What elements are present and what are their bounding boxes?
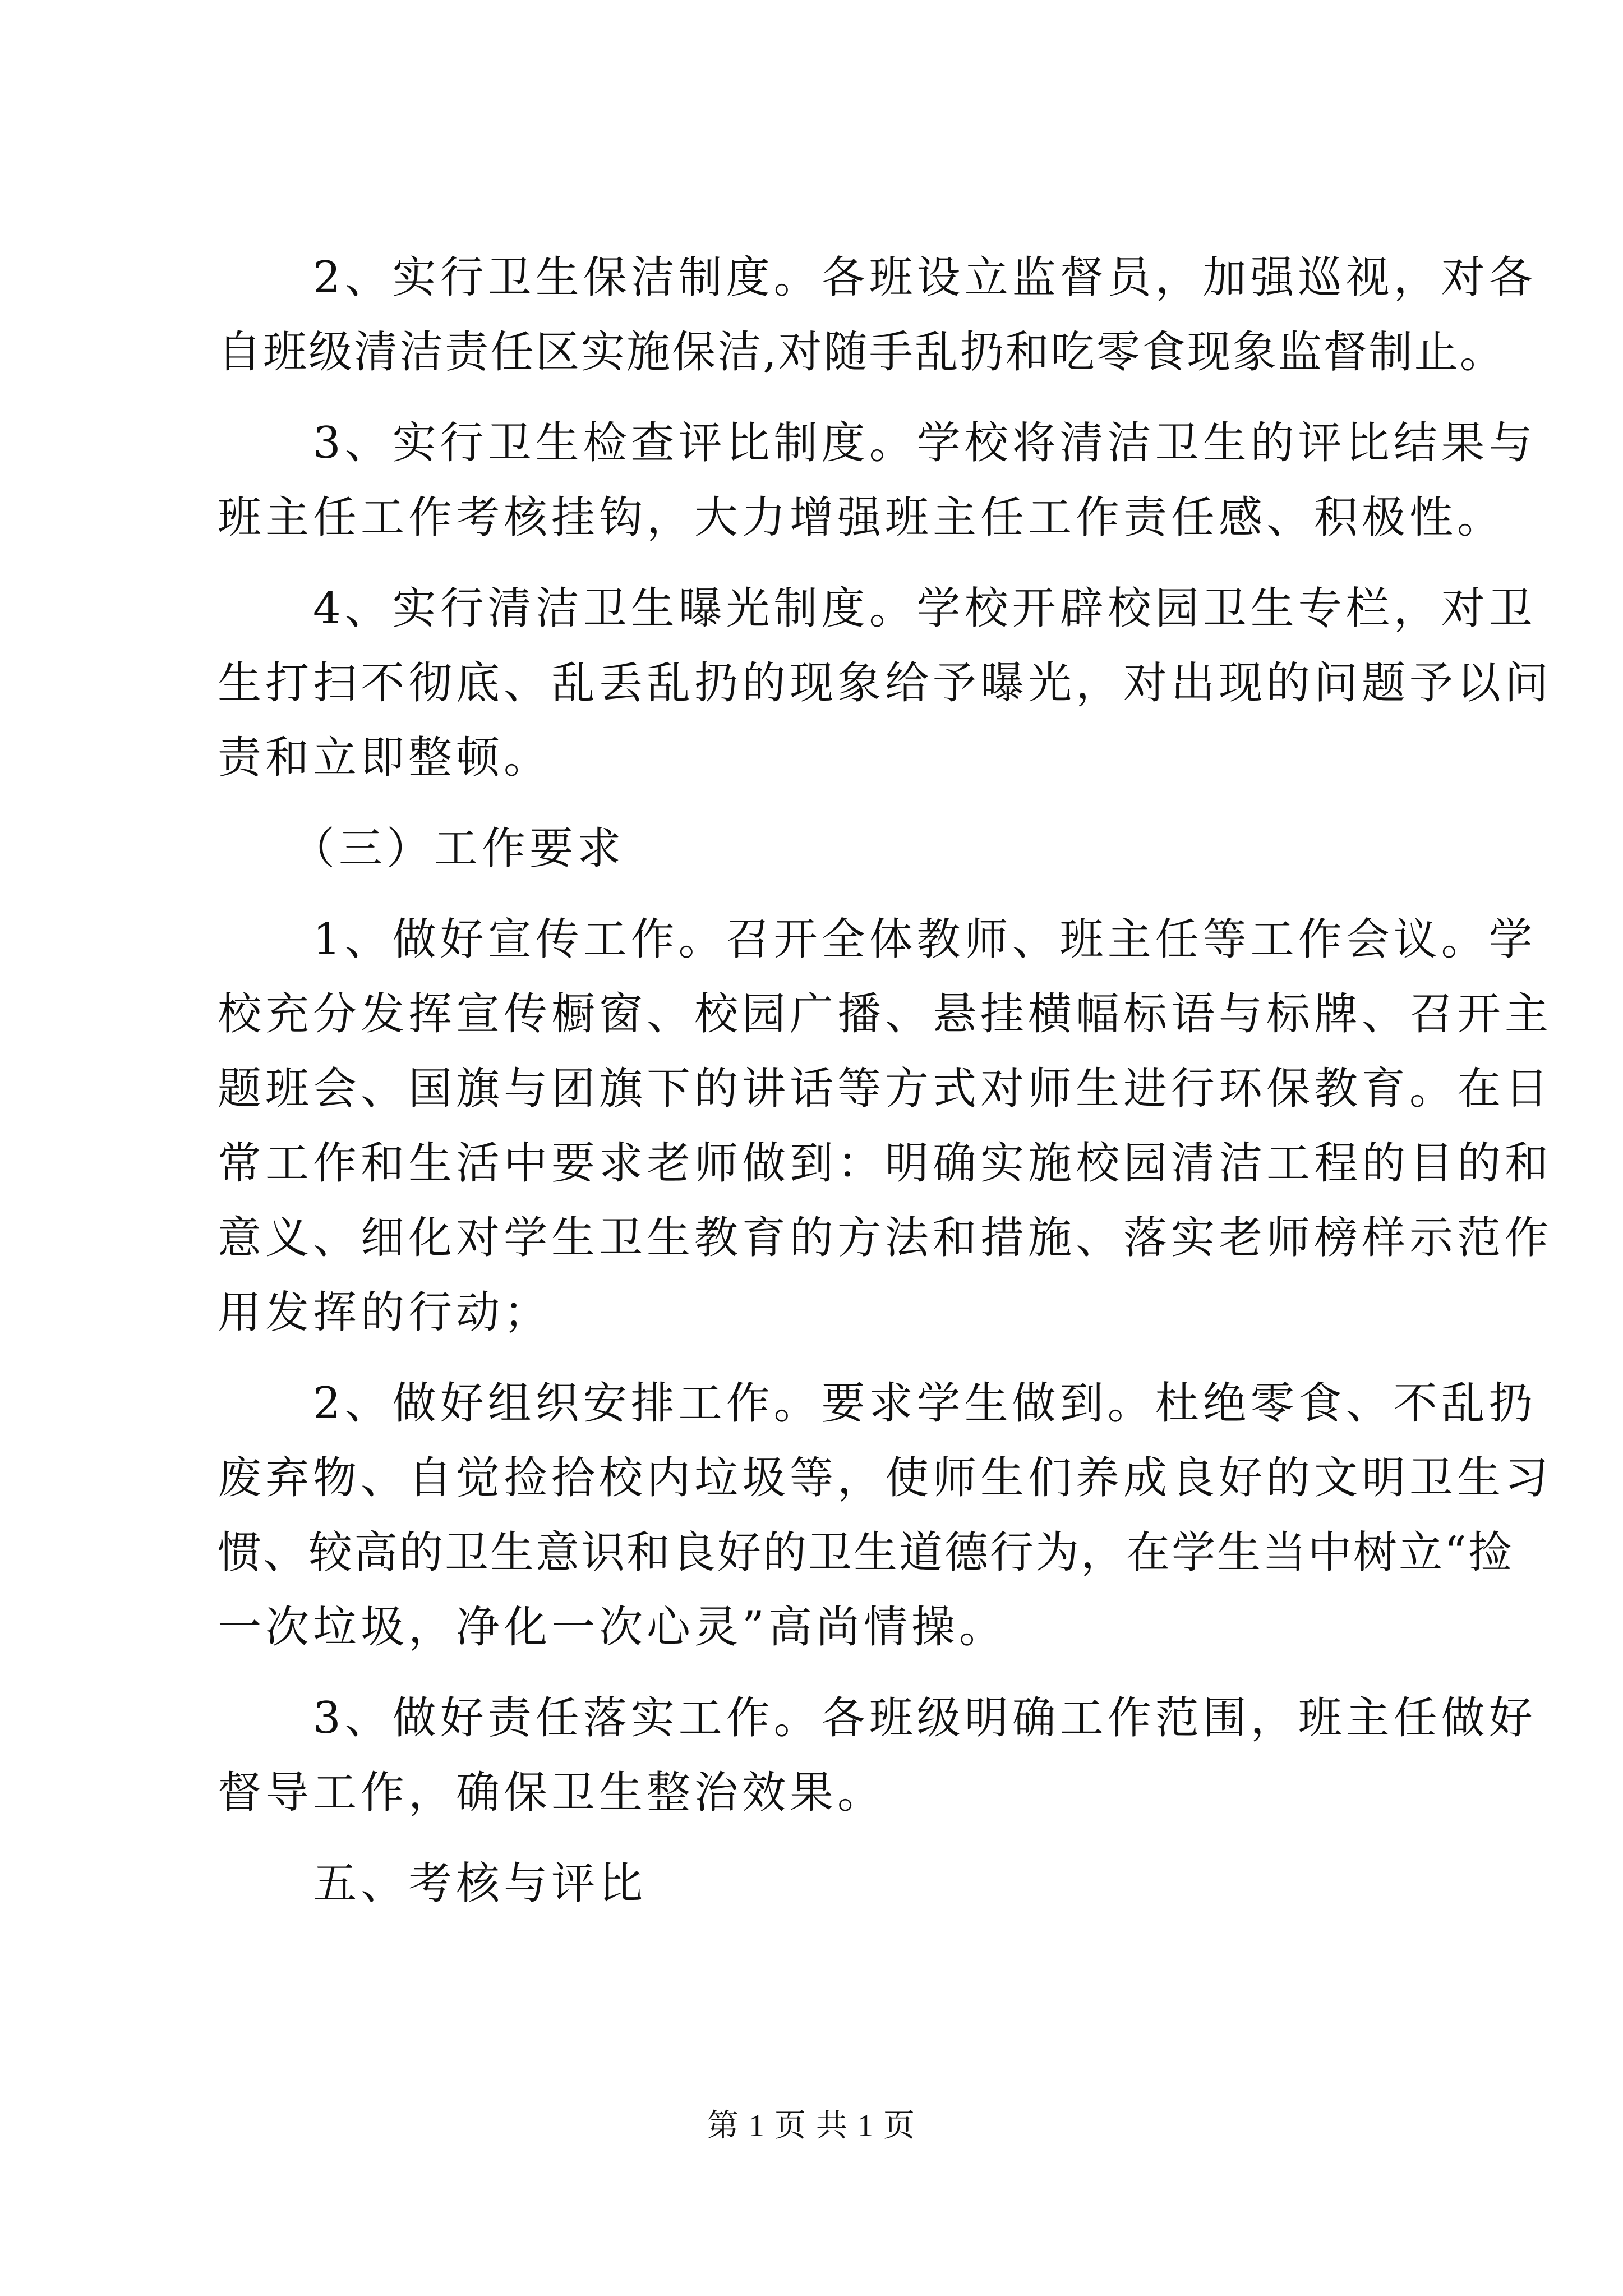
text-line: 用发挥的行动； — [218, 1287, 552, 1338]
text-line: 责和立即整顿。 — [218, 733, 552, 783]
text-line: 督导工作，确保卫生整治效果。 — [218, 1768, 886, 1818]
section-heading: 五、考核与评比 — [218, 1858, 647, 1909]
text-line: 4、实行清洁卫生曝光制度。学校开辟校园卫生专栏，对卫 — [218, 583, 1537, 634]
text-line: 常工作和生活中要求老师做到：明确实施校园清洁工程的目的和 — [218, 1138, 1553, 1189]
text-line: 3、实行卫生检查评比制度。学校将清洁卫生的评比结果与 — [218, 418, 1537, 468]
text-line: 班主任工作考核挂钩，大力增强班主任工作责任感、积极性。 — [218, 493, 1505, 543]
text-line: 校充分发挥宣传橱窗、校园广播、悬挂横幅标语与标牌、召开主 — [218, 989, 1553, 1039]
section-heading: （三）工作要求 — [218, 823, 625, 874]
text-line: 废弃物、自觉捡拾校内垃圾等，使师生们养成良好的文明卫生习 — [218, 1453, 1553, 1503]
text-line: 3、做好责任落实工作。各班级明确工作范围，班主任做好 — [218, 1693, 1537, 1743]
text-line: 自班级清洁责任区实施保洁,对随手乱扔和吃零食现象监督制止。 — [218, 327, 1505, 378]
page-number-footer: 第 1 页 共 1 页 — [707, 2109, 916, 2143]
text-line: 惯、较高的卫生意识和良好的卫生道德行为，在学生当中树立“捡 — [218, 1527, 1514, 1578]
text-line: 一次垃圾，净化一次心灵”高尚情操。 — [218, 1602, 1007, 1653]
text-line: 2、实行卫生保洁制度。各班设立监督员，加强巡视，对各 — [218, 252, 1537, 303]
text-line: 题班会、国旗与团旗下的讲话等方式对师生进行环保教育。在日 — [218, 1064, 1553, 1114]
text-line: 1、做好宣传工作。召开全体教师、班主任等工作会议。学 — [218, 914, 1537, 965]
text-line: 2、做好组织安排工作。要求学生做到。杜绝零食、不乱扔 — [218, 1378, 1537, 1429]
text-line: 生打扫不彻底、乱丢乱扔的现象给予曝光，对出现的问题予以问 — [218, 658, 1553, 708]
text-line: 意义、细化对学生卫生教育的方法和措施、落实老师榜样示范作 — [218, 1213, 1553, 1263]
